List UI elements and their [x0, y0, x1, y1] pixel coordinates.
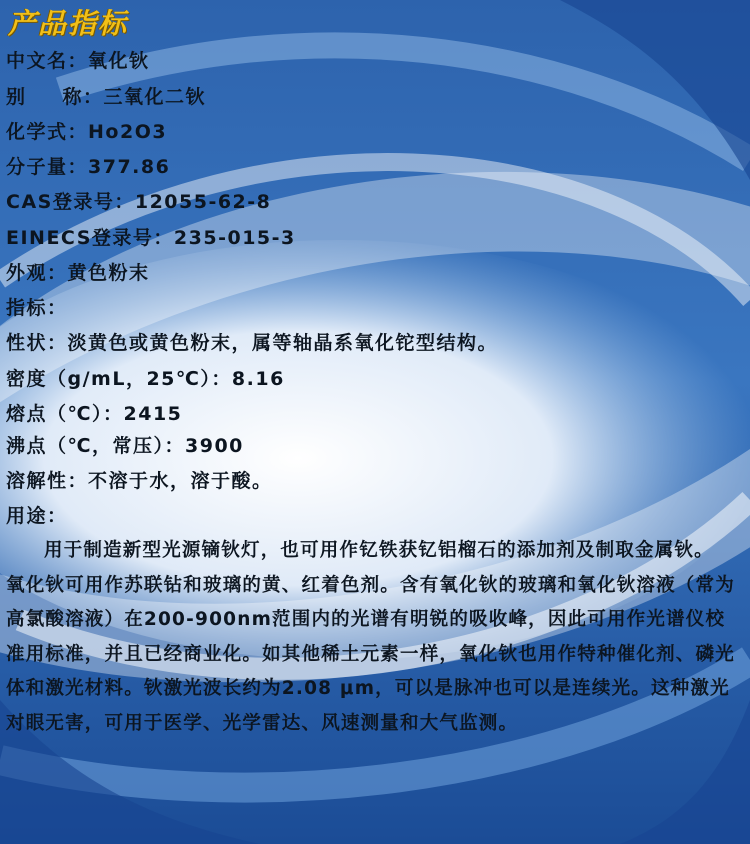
properties-label: 性状： — [6, 332, 68, 354]
solubility-label: 溶解性： — [6, 470, 89, 492]
alias-label-a: 别 — [6, 86, 27, 108]
uses-line: 对眼无害，可用于医学、光学雷达、风速测量和大气监测。 — [6, 712, 519, 734]
cas-value: 12055-62-8 — [134, 191, 272, 213]
uses-line: 氧化钬可用作苏联钻和玻璃的黄、红着色剂。含有氧化钬的玻璃和氧化钬溶液（常为 — [6, 574, 735, 596]
formula-value: Ho2O3 — [88, 121, 168, 143]
properties-value: 淡黄色或黄色粉末，属等轴晶系氧化铊型结构。 — [67, 332, 499, 354]
chinese-name-row — [6, 46, 150, 73]
cas-label: CAS登录号： — [6, 191, 135, 213]
melting-point-row — [6, 399, 182, 426]
density-label: 密度（g/mL，25℃）： — [6, 368, 232, 390]
uses-line: 体和激光材料。钬激光波长约为2.08 μm，可以是脉冲也可以是连续光。这种激光 — [6, 678, 730, 700]
formula-label: 化学式： — [6, 121, 89, 143]
cas-row — [6, 187, 271, 214]
density-row — [6, 364, 285, 391]
einecs-row — [6, 223, 296, 250]
molecular-weight-row — [6, 152, 170, 179]
boiling-point-label: 沸点（℃，常压）： — [6, 435, 186, 457]
page-title: 产品指标 — [8, 7, 129, 40]
formula-row — [6, 117, 167, 144]
appearance-label: 外观： — [6, 262, 68, 284]
chinese-name-value: 氧化钬 — [88, 50, 150, 72]
uses-heading: 用途： — [6, 505, 68, 527]
boiling-point-row — [6, 431, 244, 458]
density-value: 8.16 — [231, 368, 285, 390]
melting-point-value: 2415 — [123, 403, 183, 425]
solubility-row — [6, 466, 273, 493]
molecular-weight-label: 分子量： — [6, 156, 89, 178]
properties-row — [6, 328, 498, 355]
boiling-point-value: 3900 — [185, 435, 244, 457]
chinese-name-label: 中文名： — [6, 50, 89, 72]
alias-row — [6, 82, 206, 109]
alias-label-b: 称： — [62, 86, 104, 108]
alias-value: 三氧化二钬 — [103, 86, 207, 108]
einecs-value: 235-015-3 — [173, 227, 296, 249]
appearance-value: 黄色粉末 — [67, 262, 150, 284]
appearance-row — [6, 258, 150, 285]
uses-line: 高氯酸溶液）在200-900nm范围内的光谱有明锐的吸收峰，因此可用作光谱仪校 — [6, 609, 726, 631]
uses-line: 准用标准，并且已经商业化。如其他稀土元素一样，氧化钬也用作特种催化剂、磷光 — [6, 643, 735, 665]
uses-description — [6, 534, 742, 742]
solubility-value: 不溶于水，溶于酸。 — [88, 470, 273, 492]
einecs-label: EINECS登录号： — [6, 227, 174, 249]
uses-line: 用于制造新型光源镝钬灯，也可用作钇铁获钇铝榴石的添加剂及制取金属钬。 — [44, 540, 714, 561]
melting-point-label: 熔点（℃）： — [6, 403, 124, 425]
specs-heading: 指标： — [6, 297, 68, 319]
molecular-weight-value: 377.86 — [88, 156, 171, 178]
